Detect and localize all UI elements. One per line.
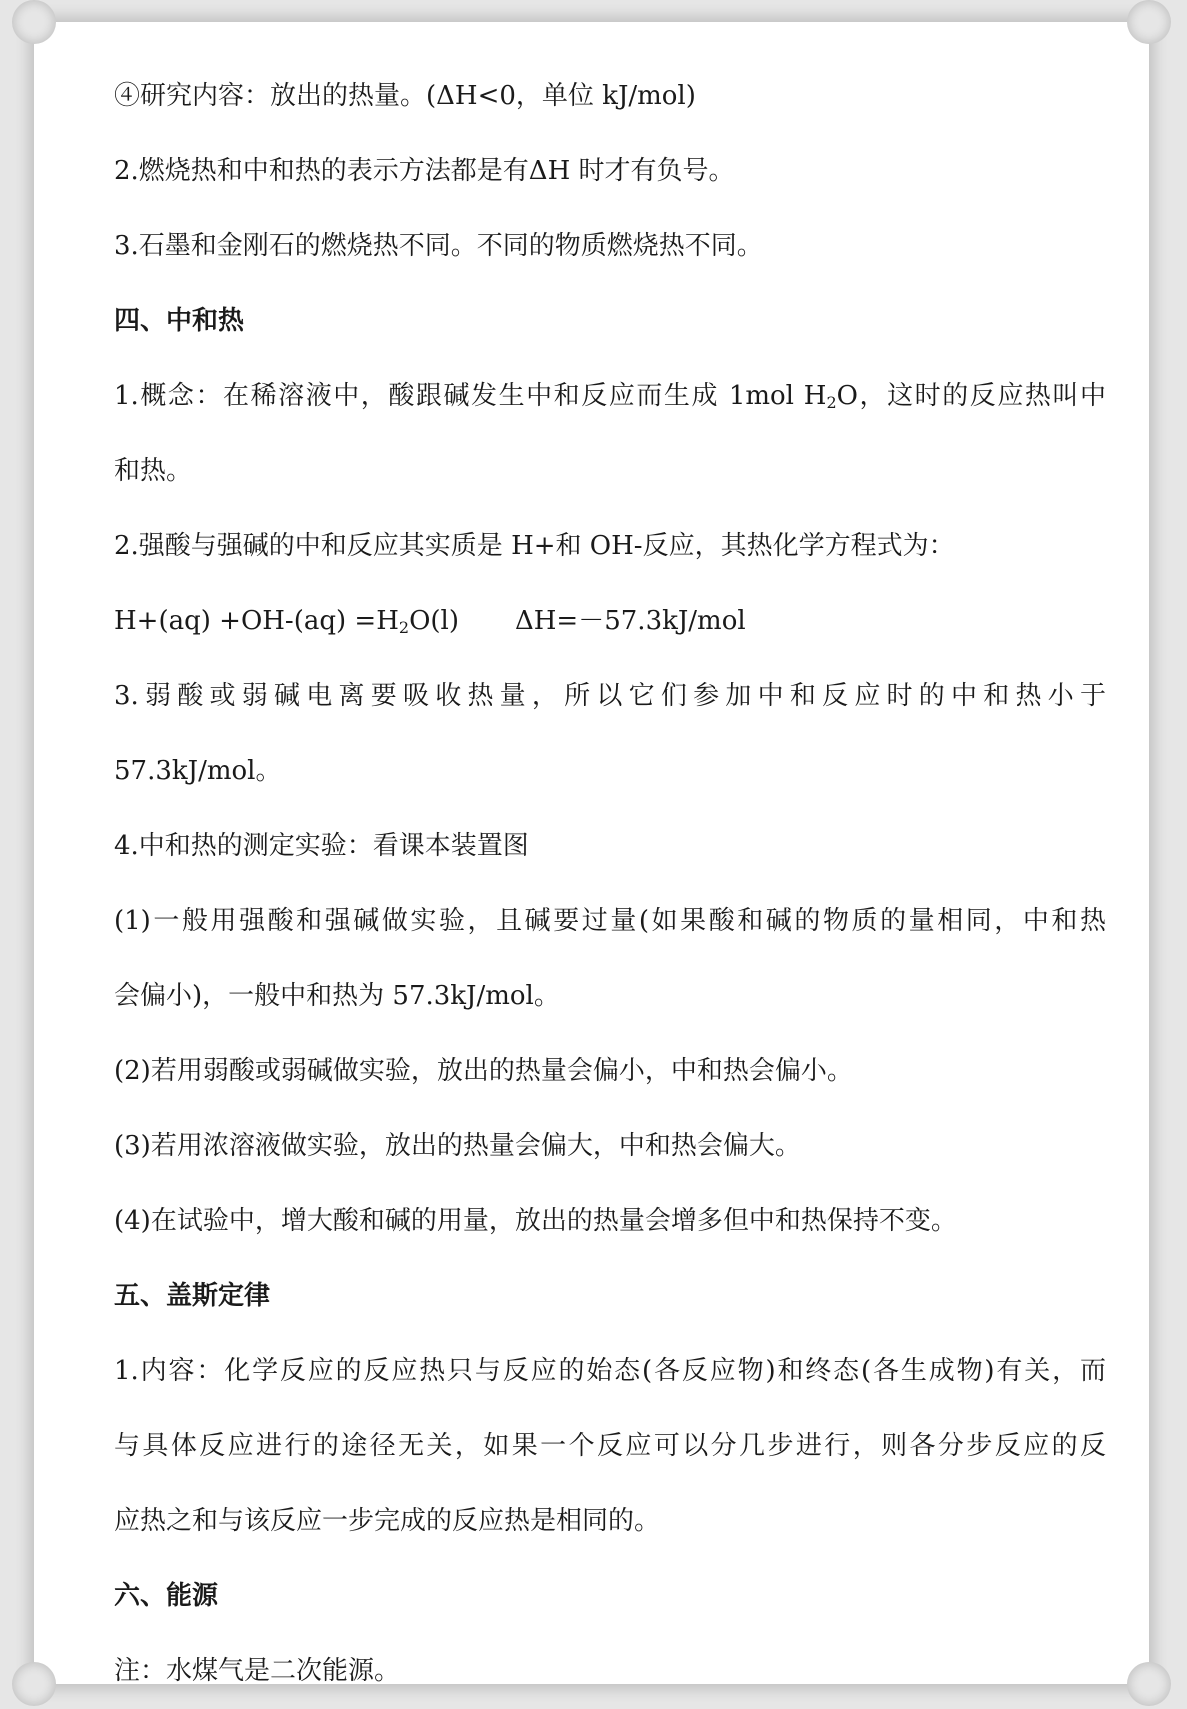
section-heading: 五、盖斯定律 (114, 1281, 271, 1311)
text-segment: 1.概念：在稀溶液中，酸跟碱发生中和反应而生成 1mol H (114, 381, 827, 411)
text-line: 应热之和与该反应一步完成的反应热是相同的。 (114, 1506, 661, 1536)
text-line: 会偏小)，一般中和热为 57.3kJ/mol。 (114, 981, 560, 1011)
paper-sheet (34, 22, 1149, 1684)
equation-line (114, 604, 746, 638)
text-line: 3.弱酸或弱碱电离要吸收热量，所以它们参加中和反应时的中和热小于 (114, 681, 1106, 711)
text-line: 注：水煤气是二次能源。 (114, 1656, 401, 1686)
text-line: (2)若用弱酸或弱碱做实验，放出的热量会偏小，中和热会偏小。 (114, 1056, 853, 1086)
equation: O(l) (409, 606, 459, 636)
section-heading: 四、中和热 (114, 306, 245, 336)
enthalpy-value: ΔH=－57.3kJ/mol (514, 606, 746, 636)
equation: H+(aq) +OH-(aq) =H (114, 606, 399, 636)
text-line: 57.3kJ/mol。 (114, 756, 282, 786)
text-line: (1)一般用强酸和强碱做实验，且碱要过量(如果酸和碱的物质的量相同，中和热 (114, 906, 1106, 936)
paper-corner-notch (1127, 1662, 1171, 1706)
text-line: 2.强酸与强碱的中和反应其实质是 H+和 OH-反应，其热化学方程式为： (114, 531, 955, 561)
text-line: ④研究内容：放出的热量。(ΔH<0，单位 kJ/mol) (114, 81, 696, 111)
paper-corner-notch (12, 1662, 56, 1706)
text-line: 2.燃烧热和中和热的表示方法都是有ΔH 时才有负号。 (114, 156, 735, 186)
paper-corner-notch (12, 0, 56, 44)
paper-corner-notch (1127, 0, 1171, 44)
text-line: (4)在试验中，增大酸和碱的用量，放出的热量会增多但中和热保持不变。 (114, 1206, 957, 1236)
text-line: 4.中和热的测定实验：看课本装置图 (114, 831, 529, 861)
text-segment: O，这时的反应热叫中 (836, 381, 1106, 411)
section-heading: 六、能源 (114, 1581, 219, 1611)
text-line: 1.内容：化学反应的反应热只与反应的始态(各反应物)和终态(各生成物)有关，而 (114, 1356, 1106, 1386)
text-line: 3.石墨和金刚石的燃烧热不同。不同的物质燃烧热不同。 (114, 231, 763, 261)
text-line: (3)若用浓溶液做实验，放出的热量会偏大，中和热会偏大。 (114, 1131, 801, 1161)
text-line (114, 379, 1106, 413)
text-line: 与具体反应进行的途径无关，如果一个反应可以分几步进行，则各分步反应的反 (114, 1431, 1106, 1461)
subscript: 2 (826, 393, 837, 412)
subscript: 2 (398, 618, 410, 637)
text-line: 和热。 (114, 456, 193, 486)
